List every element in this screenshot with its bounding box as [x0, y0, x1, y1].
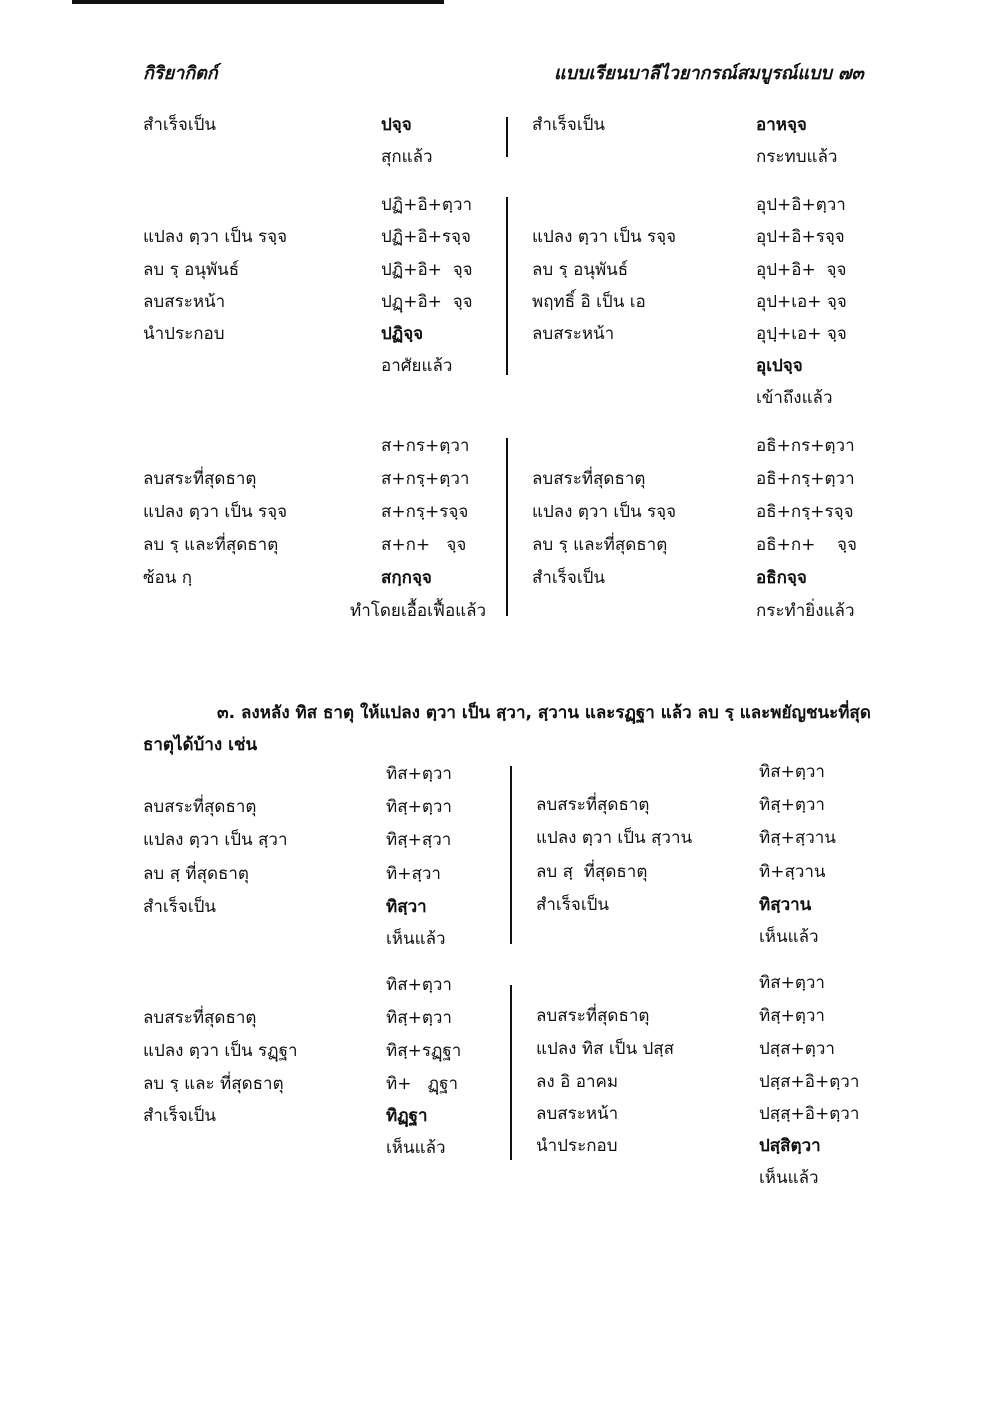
step-op: ลบ รฺ และ ที่สุดธาตุ — [143, 1074, 284, 1094]
step-op: ลบ สฺ ที่สุดธาตุ — [143, 864, 249, 884]
rule-paragraph: ๓. ลงหลัง ทิส ธาตุ ให้แปลง ตฺวา เป็น สฺวา, สฺวาน และรฏฺฐา แล้ว ลบ รฺ และพยัญชนะที่สุดธาตุได้บ้าง เช่น — [143, 703, 871, 756]
step-form: ทิสฺ+ตฺวา — [759, 1006, 825, 1026]
derivation-start: ส+กร+ตฺวา — [381, 436, 470, 456]
step-op: สำเร็จเป็น — [143, 1106, 217, 1126]
result-word: อุเปจฺจ — [756, 356, 803, 376]
step-form: ส+ก+ จฺจ — [381, 535, 467, 555]
result-meaning: กระทบแล้ว — [756, 147, 838, 167]
step-op: แปลง ตฺวา เป็น สฺวา — [143, 830, 288, 850]
step-form: ทิสฺ+สฺวา — [386, 830, 452, 850]
step-form: ปฏิ+อิ+รจฺจ — [381, 227, 471, 247]
derivation-start: ปฏิ+อิ+ตฺวา — [381, 195, 473, 215]
step-op: ลบสระที่สุดธาตุ — [536, 795, 650, 815]
step-op: ลบสระที่สุดธาตุ — [536, 1006, 650, 1026]
step-op: ลบ รฺ อนุพันธ์ — [532, 260, 629, 280]
step-op: ลบสระที่สุดธาตุ — [143, 797, 257, 817]
step-op: ซ้อน กฺ — [143, 568, 193, 588]
step-form: ทิสฺ+สฺวาน — [759, 828, 836, 848]
step-op: สำเร็จเป็น — [536, 895, 610, 915]
running-header-left: กิริยากิตก์ — [143, 63, 218, 84]
result-meaning: ทำโดยเอื้อเฟื้อแล้ว — [350, 601, 487, 621]
step-form: ทิสฺ+ตฺวา — [386, 1008, 452, 1028]
step-op: แปลง ตฺวา เป็น รจฺจ — [143, 502, 288, 522]
result-word: ทิฏฺฐา — [386, 1106, 428, 1126]
result-meaning: เห็นแล้ว — [386, 1138, 446, 1158]
step-form: ส+กรฺ+ตฺวา — [381, 469, 470, 489]
result-meaning: เห็นแล้ว — [759, 1168, 819, 1188]
step-op: สำเร็จเป็น — [143, 897, 217, 917]
step-op: ลง อิ อาคม — [536, 1072, 619, 1092]
column-divider — [510, 985, 512, 1160]
step-op: แปลง ตฺวา เป็น รจฺจ — [532, 502, 677, 522]
step-form: อธิ+กรฺ+รจฺจ — [756, 502, 854, 522]
result-meaning: กระทำยิ่งแล้ว — [756, 601, 855, 621]
step-form: อุปฺ+เอ+ จฺจ — [756, 324, 847, 344]
step-op: แปลง ตฺวา เป็น รจฺจ — [532, 227, 677, 247]
step-op: นำประกอบ — [536, 1136, 618, 1156]
step-form: ทิ+สฺวา — [386, 864, 441, 884]
result-word: สกฺกจฺจ — [381, 568, 432, 588]
step-form: ทิสฺ+ตฺวา — [386, 797, 452, 817]
derivation-start: ทิส+ตฺวา — [386, 764, 452, 784]
step-form: ทิสฺ+รฏฺฐา — [386, 1041, 462, 1061]
step-op: ลบสระที่สุดธาตุ — [532, 469, 646, 489]
result-word: อธิกจฺจ — [756, 568, 807, 588]
result-word: ปจฺจ — [381, 115, 412, 135]
result-meaning: เห็นแล้ว — [386, 929, 446, 949]
step-op: นำประกอบ — [143, 324, 225, 344]
step-form: อธิ+กรฺ+ตฺวา — [756, 469, 855, 489]
result-meaning: เข้าถึงแล้ว — [756, 388, 833, 408]
result-meaning: สุกแล้ว — [381, 147, 433, 167]
top-rule — [72, 0, 444, 4]
step-op: สำเร็จเป็น — [532, 568, 606, 588]
step-form: ปสฺสฺ+อิ+ตฺวา — [759, 1104, 860, 1124]
step-op: ลบสระที่สุดธาตุ — [143, 469, 257, 489]
step-op: สำเร็จเป็น — [143, 115, 217, 135]
step-form: ทิสฺ+ตฺวา — [759, 795, 825, 815]
step-form: ปฏิ+อิ+ จฺจ — [381, 260, 473, 280]
step-op: ลบสระหน้า — [143, 292, 226, 312]
step-op: พฤทธิ์ อิ เป็น เอ — [532, 292, 646, 312]
column-divider — [510, 766, 512, 944]
derivation-start: อธิ+กร+ตฺวา — [756, 436, 855, 456]
derivation-start: อุป+อิ+ตฺวา — [756, 195, 846, 215]
page-number: ๗๓ — [838, 63, 864, 84]
step-op: ลบสระที่สุดธาตุ — [143, 1008, 257, 1028]
step-op: ลบสระหน้า — [536, 1104, 619, 1124]
derivation-start: ทิส+ตฺวา — [759, 973, 825, 993]
step-form: อุป+อิ+รจฺจ — [756, 227, 845, 247]
step-form: อุป+อิ+ จฺจ — [756, 260, 847, 280]
step-form: ปฏฺ+อิ+ จฺจ — [381, 292, 473, 312]
step-form: อุป+เอ+ จฺจ — [756, 292, 847, 312]
result-word: ทิสฺวาน — [759, 895, 812, 915]
step-form: ทิ+สฺวาน — [759, 862, 826, 882]
step-op: สำเร็จเป็น — [532, 115, 606, 135]
result-word: ปสฺสิตฺวา — [759, 1136, 821, 1156]
step-form: ส+กรฺ+รจฺจ — [381, 502, 469, 522]
result-word: ปฏิจฺจ — [381, 324, 424, 344]
column-divider — [506, 438, 508, 616]
derivation-start: ทิส+ตฺวา — [386, 975, 452, 995]
step-op: แปลง ตฺวา เป็น รฏฺฐา — [143, 1041, 298, 1061]
result-meaning: อาศัยแล้ว — [381, 356, 453, 376]
result-word: ทิสฺวา — [386, 897, 427, 917]
step-op: แปลง ทิส เป็น ปสฺส — [536, 1039, 675, 1059]
column-divider — [506, 197, 508, 375]
derivation-start: ทิส+ตฺวา — [759, 762, 825, 782]
step-op: ลบ สฺ ที่สุดธาตุ — [536, 862, 648, 882]
step-op: ลบ รฺ และที่สุดธาตุ — [143, 535, 279, 555]
step-form: อธิ+ก+ จฺจ — [756, 535, 857, 555]
step-form: ปสฺส+อิ+ตฺวา — [759, 1072, 860, 1092]
result-meaning: เห็นแล้ว — [759, 927, 819, 947]
step-op: แปลง ตฺวา เป็น สฺวาน — [536, 828, 693, 848]
step-op: ลบ รฺ อนุพันธ์ — [143, 260, 240, 280]
step-op: แปลง ตฺวา เป็น รจฺจ — [143, 227, 288, 247]
step-form: ปสฺส+ตฺวา — [759, 1039, 835, 1059]
column-divider — [506, 117, 508, 157]
running-header-book-title: แบบเรียนบาลีไวยากรณ์สมบูรณ์แบบ — [554, 63, 832, 84]
result-word: อาหจฺจ — [756, 115, 807, 135]
step-op: ลบสระหน้า — [532, 324, 615, 344]
step-op: ลบ รฺ และที่สุดธาตุ — [532, 535, 668, 555]
step-form: ทิ+ ฏฺฐา — [386, 1074, 459, 1094]
